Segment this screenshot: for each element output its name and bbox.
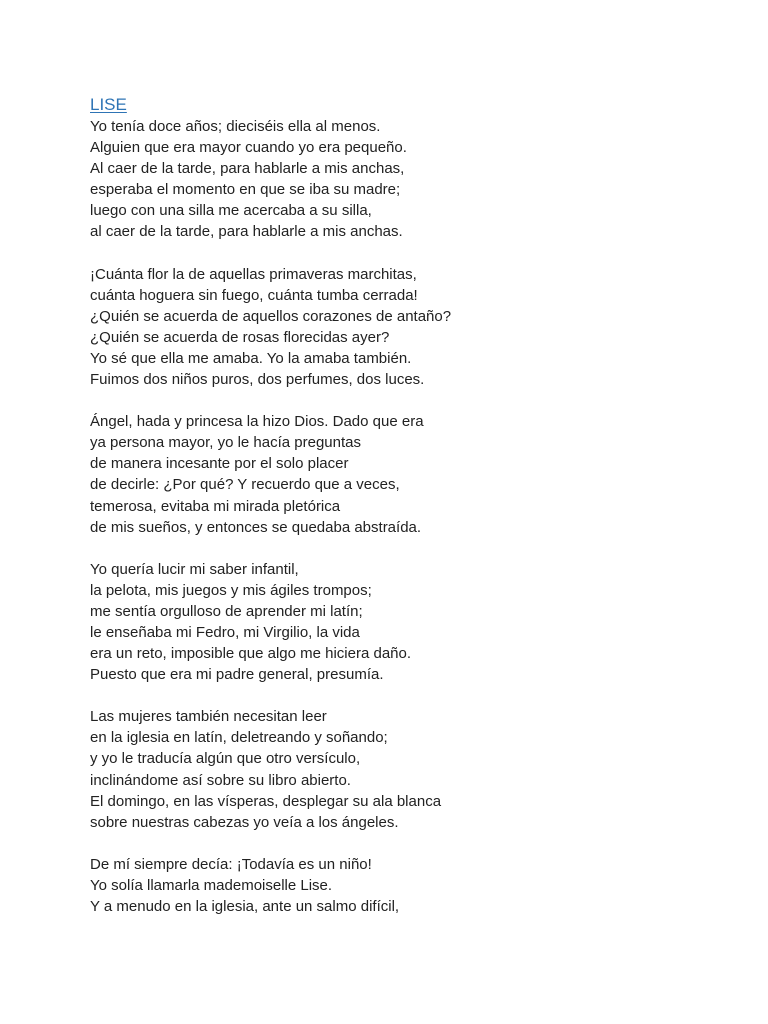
- poem-line: ya persona mayor, yo le hacía preguntas: [90, 434, 361, 452]
- poem-line: ¡Cuánta flor la de aquellas primaveras marchitas,: [90, 265, 417, 283]
- poem-line: Ángel, hada y princesa la hizo Dios. Dado que era: [90, 413, 424, 431]
- poem-line: Yo solía llamarla mademoiselle Lise.: [90, 876, 333, 894]
- poem-line: Yo quería lucir mi saber infantil,: [90, 560, 299, 578]
- poem-line: sobre nuestras cabezas yo veía a los ángeles.: [90, 813, 399, 831]
- poem-line: y yo le traducía algún que otro versículo,: [90, 750, 361, 768]
- poem-line: era un reto, imposible que algo me hiciera daño.: [90, 645, 412, 663]
- poem-line: Yo tenía doce años; dieciséis ella al menos.: [90, 118, 381, 135]
- poem-line: de manera incesante por el solo placer: [90, 455, 349, 473]
- poem-line: De mí siempre decía: ¡Todavía es un niño!: [90, 855, 372, 873]
- poem-line: le enseñaba mi Fedro, mi Virgilio, la vida: [90, 623, 360, 641]
- poem-line: me sentía orgulloso de aprender mi latín;: [90, 602, 363, 620]
- poem-body: [90, 116, 730, 917]
- poem-line: Yo sé que ella me amaba. Yo la amaba también.: [90, 349, 412, 367]
- stanza: [90, 854, 730, 917]
- poem-line: temerosa, evitaba mi mirada pletórica: [90, 497, 341, 515]
- poem-line: ¿Quién se acuerda de aquellos corazones de antaño?: [90, 307, 452, 325]
- poem-line: en la iglesia en latín, deletreando y soñando;: [90, 729, 388, 747]
- stanza: [90, 264, 730, 391]
- poem-line: Puesto que era mi padre general, presumía.: [90, 666, 384, 684]
- poem-line: ¿Quién se acuerda de rosas florecidas ayer?: [90, 328, 390, 346]
- document-page: [90, 94, 730, 938]
- stanza: [90, 116, 730, 243]
- poem-line: inclinándome así sobre su libro abierto.: [90, 771, 351, 789]
- poem-line: El domingo, en las vísperas, desplegar su ala blanca: [90, 792, 442, 810]
- poem-line: Alguien que era mayor cuando yo era pequeño.: [90, 139, 407, 157]
- stanza: [90, 559, 730, 686]
- poem-line: Al caer de la tarde, para hablarle a mis anchas,: [90, 160, 405, 178]
- poem-line: Y a menudo en la iglesia, ante un salmo difícil,: [90, 898, 400, 915]
- poem-line: de mis sueños, y entonces se quedaba abstraída.: [90, 518, 422, 536]
- poem-line: cuánta hoguera sin fuego, cuánta tumba cerrada!: [90, 286, 418, 304]
- poem-line: al caer de la tarde, para hablarle a mis anchas.: [90, 223, 403, 241]
- poem-line: esperaba el momento en que se iba su madre;: [90, 181, 401, 199]
- poem-line: Fuimos dos niños puros, dos perfumes, dos luces.: [90, 371, 425, 389]
- stanza: [90, 706, 730, 833]
- poem-title-row: [90, 94, 730, 116]
- poem-line: luego con una silla me acercaba a su silla,: [90, 202, 372, 220]
- poem-line: la pelota, mis juegos y mis ágiles trompos;: [90, 581, 372, 599]
- poem-line: de decirle: ¿Por qué? Y recuerdo que a veces,: [90, 476, 400, 494]
- poem-line: Las mujeres también necesitan leer: [90, 708, 327, 726]
- stanza: [90, 411, 730, 538]
- poem-title-link[interactable]: LISE: [90, 95, 127, 114]
